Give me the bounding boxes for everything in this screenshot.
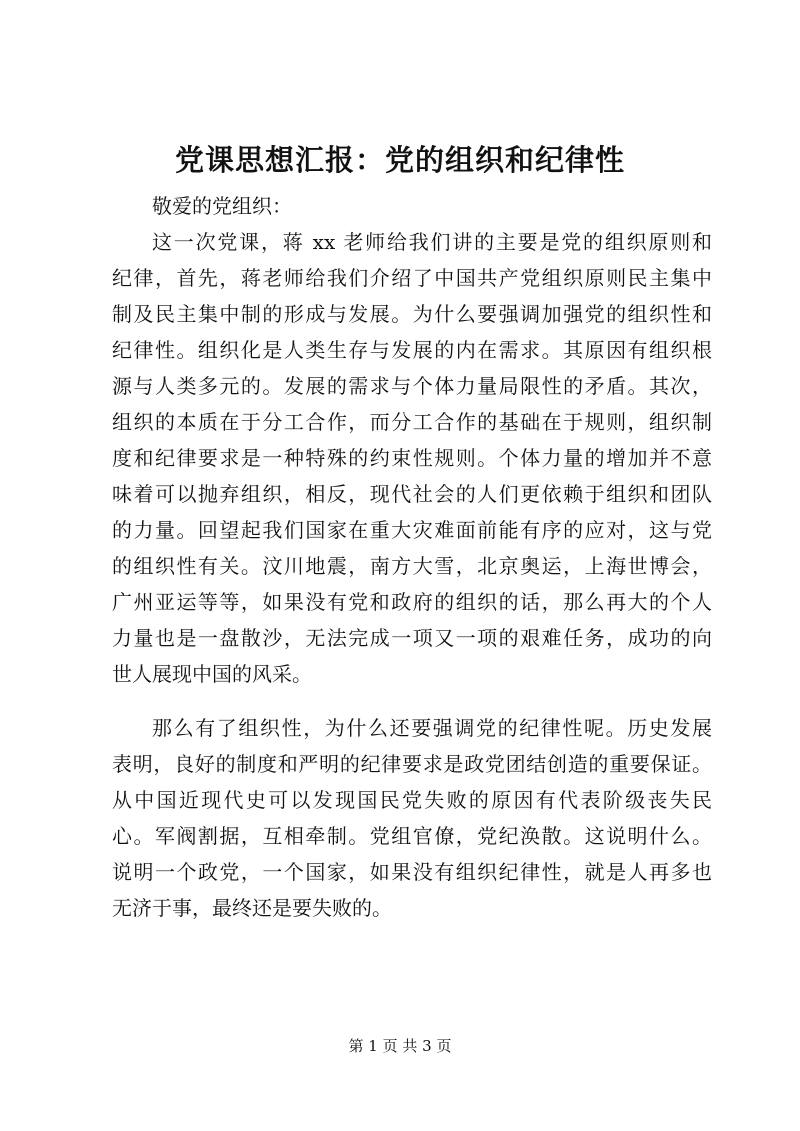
text-line: 那么有了组织性，为什么还要强调党的纪律性呢。历史发展 — [152, 716, 712, 740]
text-line: 源与人类多元的。发展的需求与个体力量局限性的矛盾。其次， — [112, 374, 712, 398]
text-line: 的组织性有关。汶川地震，南方大雪，北京奥运，上海世博会， — [112, 554, 712, 578]
text-line: 度和纪律要求是一种特殊的约束性规则。个体力量的增加并不意 — [112, 446, 712, 470]
text-line: 世人展现中国的风采。 — [112, 662, 312, 686]
paragraph-gap — [112, 692, 712, 710]
text-line: 表明，良好的制度和严明的纪律要求是政党团结创造的重要保证。 — [112, 752, 712, 776]
text-line: 这一次党课，蒋 xx 老师给我们讲的主要是党的组织原则和 — [152, 230, 712, 254]
text-line: 心。军阀割据，互相牵制。党组官僚，党纪涣散。这说明什么。 — [112, 824, 712, 848]
document-title: 党课思想汇报：党的组织和纪律性 — [174, 143, 625, 177]
text-line: 广州亚运等等，如果没有党和政府的组织的话，那么再大的个人 — [112, 590, 712, 614]
paragraph-2 — [112, 710, 712, 926]
text-line: 说明一个政党，一个国家，如果没有组织纪律性，就是人再多也 — [112, 860, 712, 884]
text-line: 从中国近现代史可以发现国民党失败的原因有代表阶级丧失民 — [112, 788, 712, 812]
text-line: 味着可以抛弃组织，相反，现代社会的人们更依赖于组织和团队 — [112, 482, 712, 506]
text-line: 的力量。回望起我们国家在重大灾难面前能有序的应对，这与党 — [112, 518, 712, 542]
paragraph-1 — [112, 224, 712, 692]
document-body — [112, 188, 712, 926]
text-line: 组织的本质在于分工合作，而分工合作的基础在于规则，组织制 — [112, 410, 712, 434]
text-line: 纪律，首先，蒋老师给我们介绍了中国共产党组织原则民主集中 — [112, 266, 712, 290]
text-line: 纪律性。组织化是人类生存与发展的内在需求。其原因有组织根 — [112, 338, 712, 362]
text-line: 无济于事，最终还是要失败的。 — [112, 896, 392, 920]
text-line: 制及民主集中制的形成与发展。为什么要强调加强党的组织性和 — [112, 302, 712, 326]
salutation: 敬爱的党组织： — [152, 194, 292, 218]
text-line: 力量也是一盘散沙，无法完成一项又一项的艰难任务，成功的向 — [112, 626, 712, 650]
page-number-footer: 第 1 页 共 3 页 — [348, 1037, 452, 1055]
